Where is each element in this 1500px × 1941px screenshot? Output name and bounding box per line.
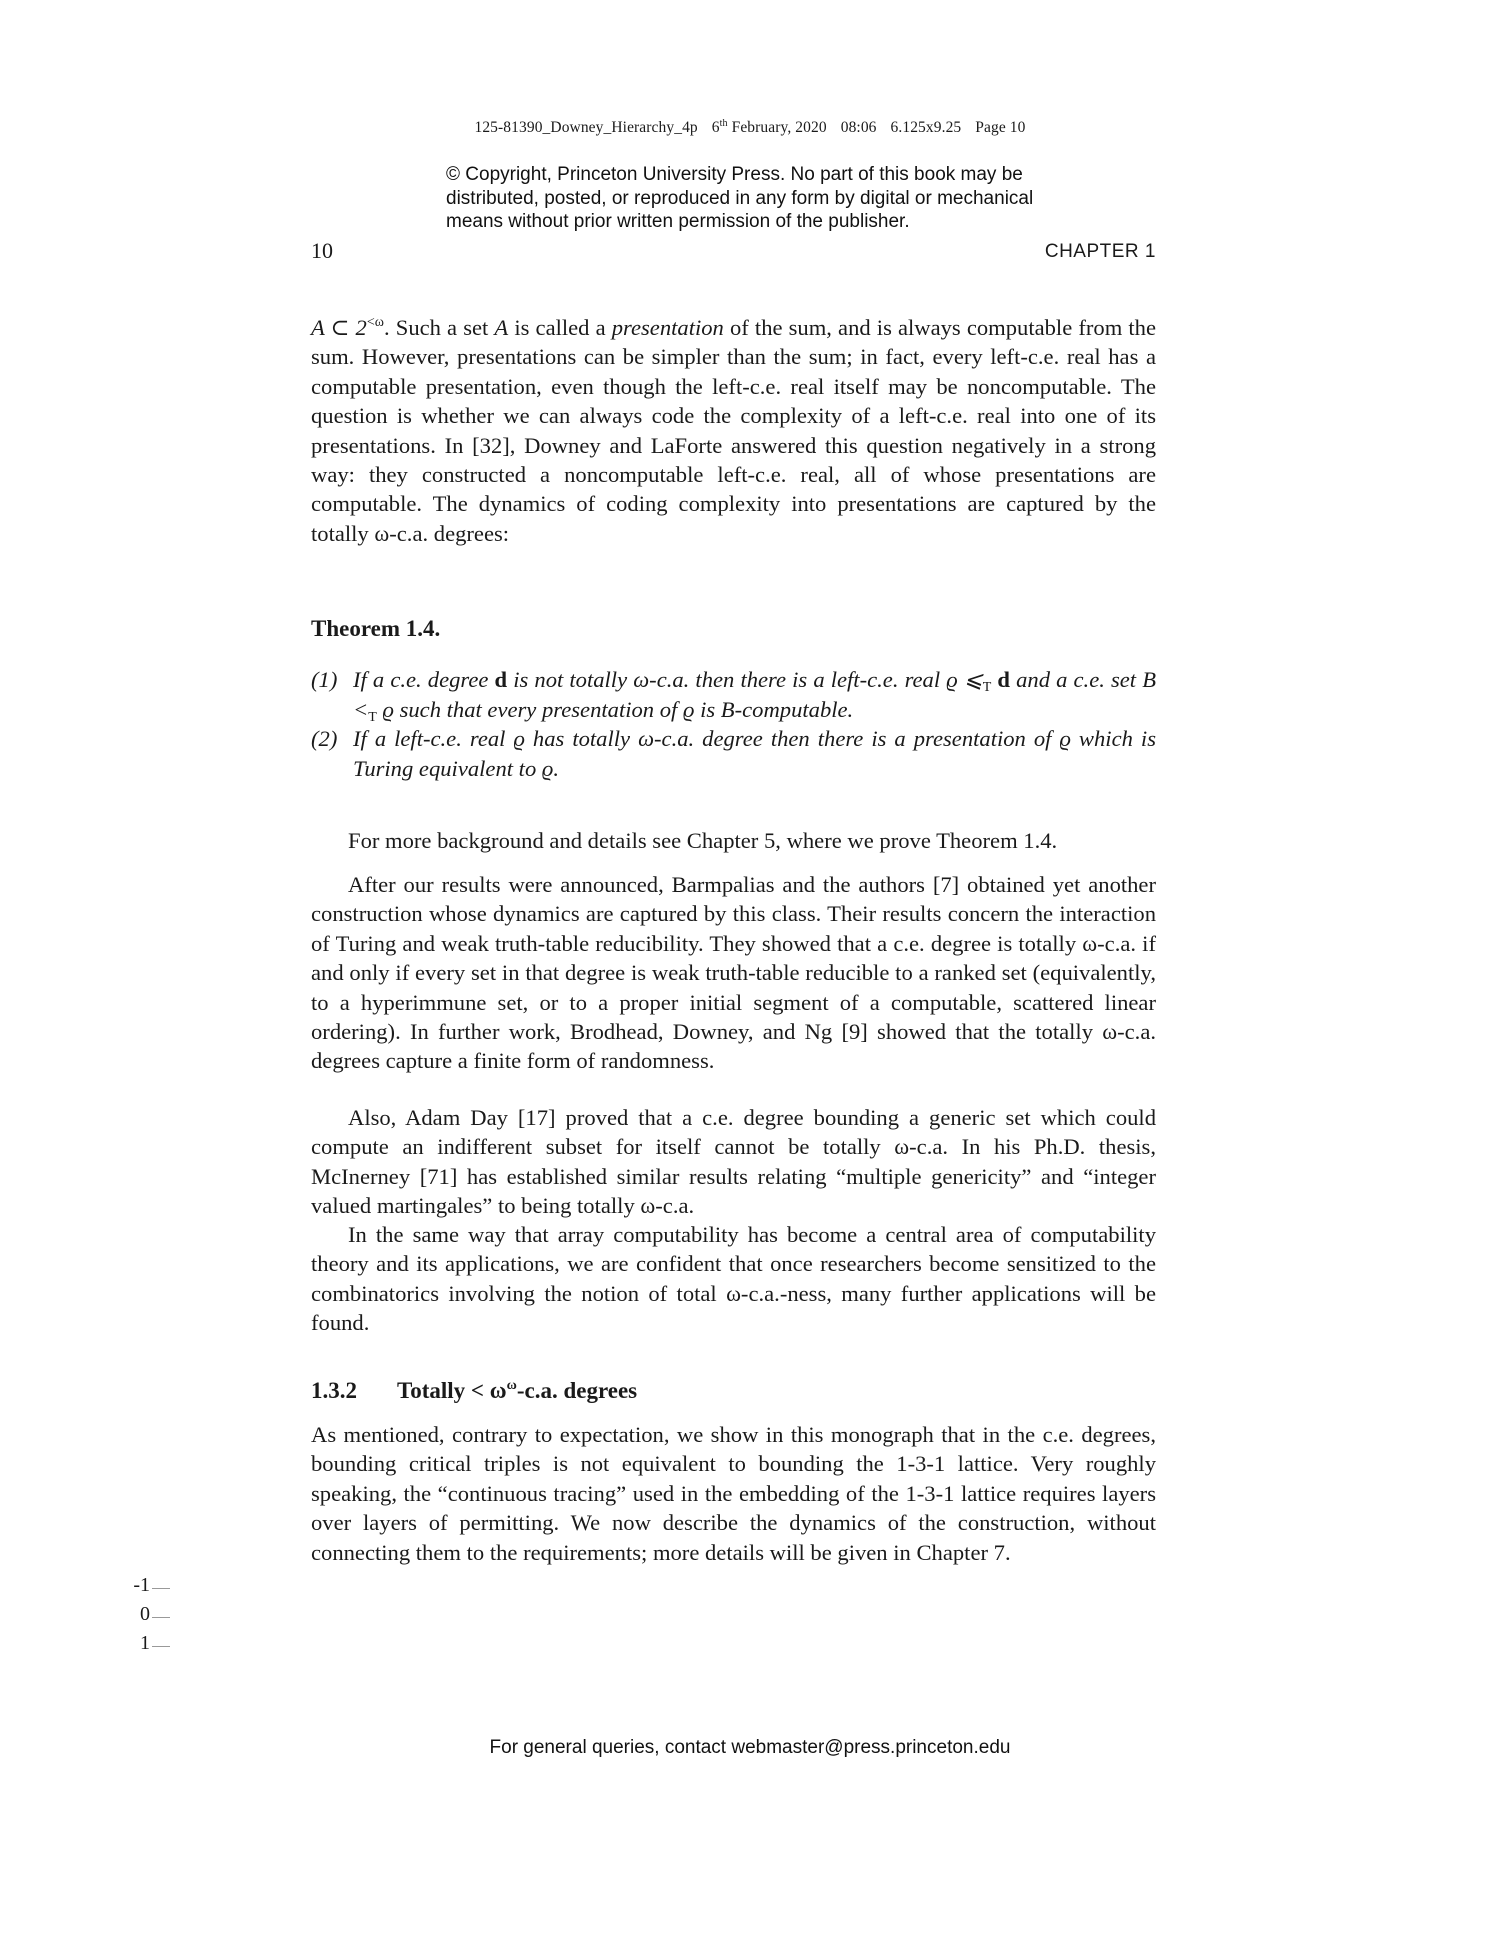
copyright-line: means without prior written permission of the publisher.	[446, 211, 910, 233]
body-paragraph: As mentioned, contrary to expectation, we show in this monograph that in the c.e. degrees, bounding critical triples is not equivalent to bounding the 1-3-1 lattice. Very roughly speaking, the “continuous tracing” used in the embedding of the 1-3-1 lattice requires layers over layers of permitting. We now describe the dynamics of the construction, without connecting them to the requirements; more details will be given in Chapter 7.	[311, 1422, 1156, 1565]
date-month-year: February, 2020	[731, 119, 827, 137]
copyright-notice	[446, 163, 1086, 234]
section-number: 1.3.2	[311, 1378, 357, 1403]
text-run: If a left-c.e. real ϱ has totally ω-c.a. degree then there is a presentation of ϱ which is Turing equivalent to ϱ.	[353, 726, 1156, 781]
theorem-item	[311, 724, 1156, 783]
text-run: is not totally ω-c.a. then there is a left-c.e. real ϱ ⩽	[507, 667, 983, 692]
copyright-line: distributed, posted, or reproduced in any form by digital or mechanical	[446, 187, 1034, 209]
text-run: ϱ such that every presentation of ϱ is B-computable.	[376, 696, 854, 722]
copyright-line: © Copyright, Princeton University Press. No part of this book may be	[446, 164, 1023, 185]
page-number: 10	[311, 238, 333, 263]
theorem-item	[311, 665, 1156, 724]
chapter-running-head: CHAPTER 1	[1044, 241, 1156, 262]
text-run: . Such a set	[383, 315, 495, 340]
date-day: 6	[711, 119, 720, 137]
math-degree-d: d	[494, 667, 508, 692]
mark-label: 0	[140, 1603, 150, 1625]
theorem-statement-list	[311, 665, 1156, 783]
date-day-suffix: th	[719, 118, 728, 129]
body-paragraph: Also, Adam Day [17] proved that a c.e. degree bounding a generic set which could compute an indifferent subset for itself cannot be totally ω-c.a. In his Ph.D. thesis, McInerney [71] has established similar results relating “multiple genericity” and “integer valued martingales” to being totally ω-c.a.	[311, 1105, 1156, 1219]
body-paragraph: After our results were announced, Barmpalias and the authors [7] obtained yet another construction whose dynamics are captured by this class. Their results concern the interaction of Turing and weak truth-table reducibility. They showed that a c.e. degree is totally ω-c.a. if and only if every set in that degree is weak truth-table reducible to a ranked set (equivalently, to a hyperimmune set, or to a proper initial segment of a computable, scattered linear ordering). In further work, Brodhead, Downey, and Ng [9] showed that the totally ω-c.a. degrees capture a finite form of randomness.	[311, 872, 1156, 1074]
margin-line-mark	[128, 1574, 178, 1597]
section-heading	[311, 1378, 1156, 1404]
mark-label: -1	[133, 1574, 150, 1596]
page-label: Page 10	[975, 119, 1026, 137]
math-subscript: T	[982, 680, 992, 695]
text-run: is called a	[508, 315, 612, 340]
body-paragraph: In the same way that array computability has become a central area of computability theory and its applications, we are confident that once researchers become sensitized to the combinatorics involving the notion of total ω-c.a.-ness, many further applications will be found.	[311, 1222, 1156, 1336]
mark-label: 1	[140, 1632, 150, 1654]
math-subscript: T	[368, 709, 377, 725]
section-title: -c.a. degrees	[516, 1378, 638, 1403]
body-paragraph: For more background and details see Chapter 5, where we prove Theorem 1.4.	[348, 828, 1058, 853]
trim-size: 6.125x9.25	[890, 119, 962, 137]
section-title: Totally < ω	[397, 1378, 507, 1403]
text-run: and a c.e. set B <	[353, 667, 1156, 722]
margin-line-mark	[128, 1603, 178, 1626]
item-label: (2)	[311, 726, 338, 752]
text-run: of the sum, and is always computable from the sum. However, presentations can be simpler than the sum; in fact, every left-c.e. real has a computable presentation, even though the left-c.e. real itself may be noncomputable. The question is whether we can always code the complexity of a left-c.e. real into one of its presentations. In [32], Downey and LaForte answered this question negatively in a strong way: they constructed a noncomputable left-c.e. real, all of whose presentations are computable. The dynamics of coding complexity into presentations are captured by the totally ω-c.a. degrees:	[311, 315, 1156, 546]
theorem-title: Theorem 1.4.	[311, 616, 441, 641]
margin-line-mark	[128, 1632, 178, 1655]
math-var: A	[494, 315, 509, 340]
body-paragraph	[311, 313, 1156, 548]
math-set-a: A ⊂ 2	[311, 315, 367, 340]
print-metadata-line	[0, 118, 1500, 137]
emphasized-term: presentation	[611, 315, 724, 340]
print-time: 08:06	[840, 119, 877, 137]
footer-contact: For general queries, contact webmaster@press.princeton.edu	[489, 1737, 1011, 1758]
mark-rule	[152, 1587, 170, 1589]
mark-rule	[152, 1645, 170, 1647]
math-superscript: <ω	[366, 315, 384, 330]
math-degree-d: d	[991, 667, 1010, 692]
text-run: If a c.e. degree	[353, 667, 495, 692]
item-label: (1)	[311, 667, 338, 692]
mark-rule	[152, 1616, 170, 1618]
file-id: 125-81390_Downey_Hierarchy_4p	[474, 119, 698, 137]
math-superscript: ω	[506, 1378, 517, 1393]
